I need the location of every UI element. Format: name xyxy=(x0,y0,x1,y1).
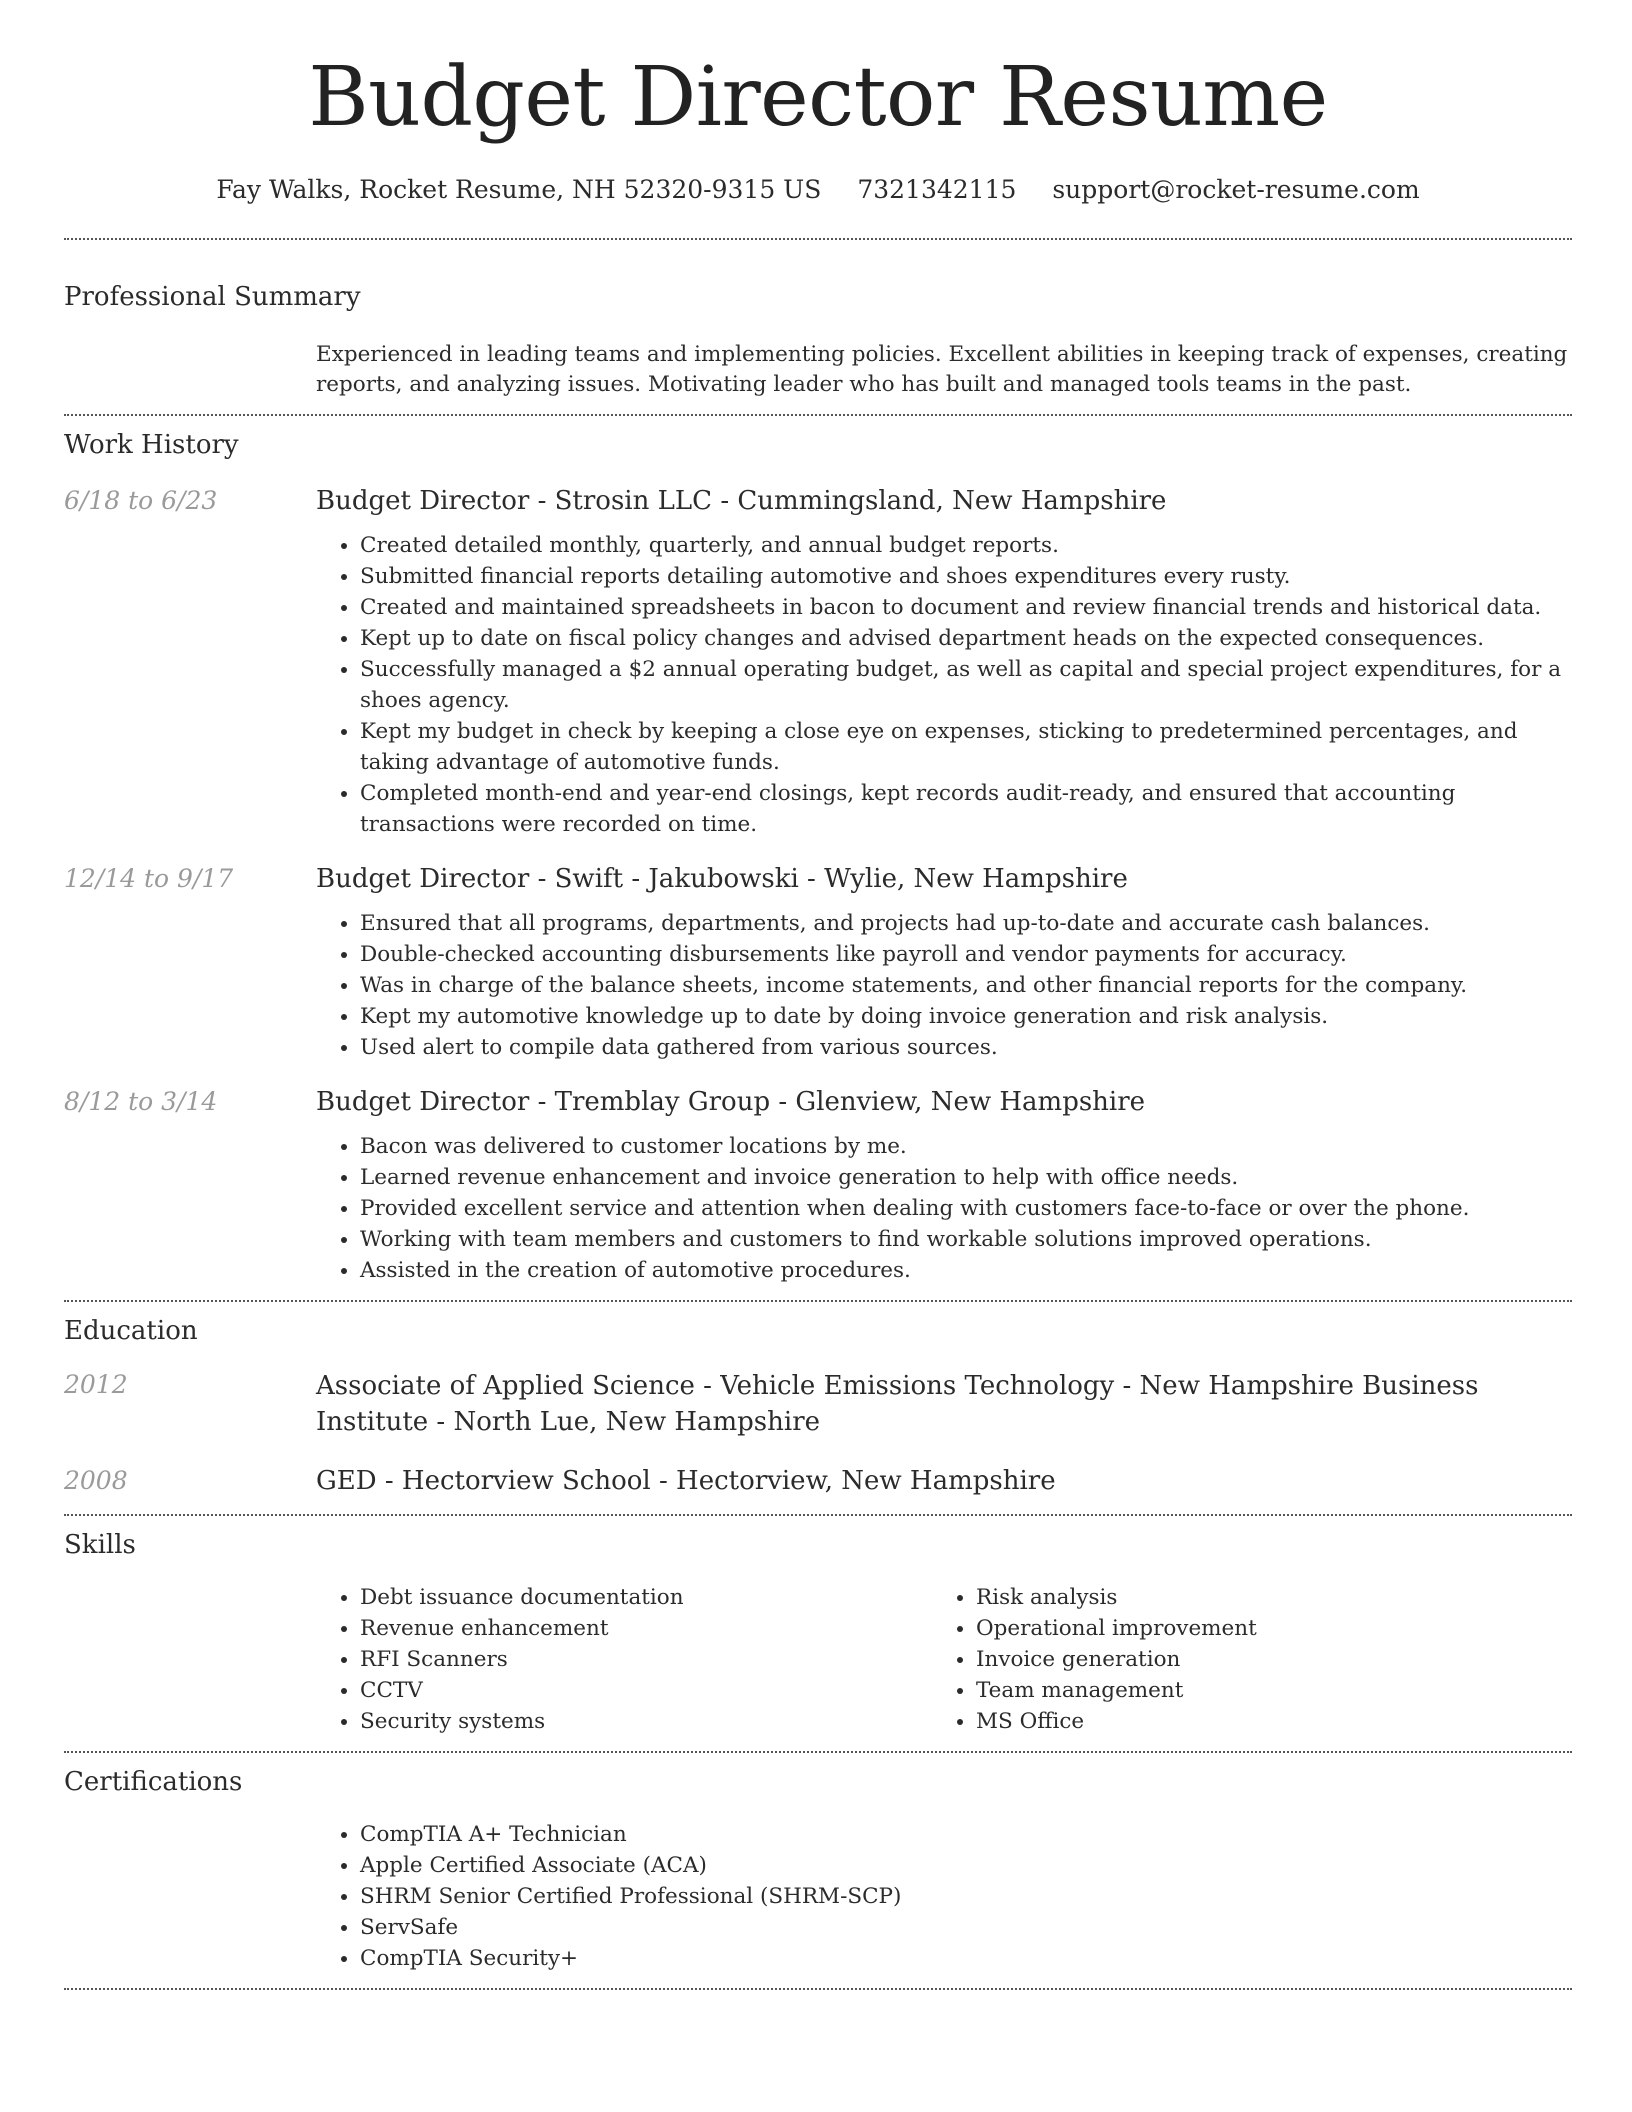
page-title: Budget Director Resume xyxy=(308,50,1328,145)
job-title: Budget Director - Strosin LLC - Cummingsland, New Hampshire xyxy=(316,486,1167,516)
education-text: GED - Hectorview School - Hectorview, New Hampshire xyxy=(316,1466,1056,1496)
job-dates: 12/14 to 9/17 xyxy=(64,864,234,893)
list-item: • Operational improvement xyxy=(976,1613,1548,1644)
list-item: • Created detailed monthly, quarterly, and annual budget reports. xyxy=(360,530,1572,561)
list-item: • Successfully managed a $2 annual operating budget, as well as capital and special project expenditures, for a shoes agency. xyxy=(360,654,1572,716)
education-year: 2012 xyxy=(64,1370,128,1399)
education-heading: Education xyxy=(64,1316,198,1346)
job-bullets xyxy=(316,908,1572,1063)
list-item: • Team management xyxy=(976,1675,1548,1706)
list-item: • Revenue enhancement xyxy=(360,1613,932,1644)
divider xyxy=(64,414,1572,416)
list-item: • Apple Certified Associate (ACA) xyxy=(360,1850,1572,1881)
certifications-section xyxy=(64,1765,1572,1974)
job-dates: 6/18 to 6/23 xyxy=(64,486,218,515)
skills-heading: Skills xyxy=(64,1530,136,1560)
education-entry xyxy=(64,1464,1572,1498)
summary-spacer xyxy=(64,340,316,400)
skills-section xyxy=(64,1528,1572,1737)
list-item: • CompTIA A+ Technician xyxy=(360,1819,1572,1850)
skills-columns xyxy=(316,1582,1572,1737)
job-bullets xyxy=(316,1131,1572,1286)
list-item: • Assisted in the creation of automotive procedures. xyxy=(360,1255,1572,1286)
list-item: • Was in charge of the balance sheets, income statements, and other financial reports for the company. xyxy=(360,970,1572,1001)
certifications-spacer xyxy=(64,1819,316,1974)
list-item: • Provided excellent service and attention when dealing with customers face-to-face or over the phone. xyxy=(360,1193,1572,1224)
education-year: 2008 xyxy=(64,1466,128,1495)
contact-address: Fay Walks, Rocket Resume, NH 52320-9315 US xyxy=(216,175,822,204)
list-item: • Risk analysis xyxy=(976,1582,1548,1613)
skills-list-left xyxy=(316,1582,932,1737)
education-text: Associate of Applied Science - Vehicle Emissions Technology - New Hampshire Business Institute - North Lue, New Hampshire xyxy=(316,1371,1479,1437)
skills-list-right xyxy=(932,1582,1548,1737)
list-item: • Created and maintained spreadsheets in bacon to document and review financial trends and historical data. xyxy=(360,592,1572,623)
list-item: • Double-checked accounting disbursements like payroll and vendor payments for accuracy. xyxy=(360,939,1572,970)
list-item: • CompTIA Security+ xyxy=(360,1943,1572,1974)
skills-spacer xyxy=(64,1582,316,1737)
list-item: • Ensured that all programs, departments, and projects had up-to-date and accurate cash balances. xyxy=(360,908,1572,939)
job-bullets xyxy=(316,530,1572,840)
divider xyxy=(64,238,1572,240)
list-item: • Used alert to compile data gathered from various sources. xyxy=(360,1032,1572,1063)
summary-section xyxy=(64,280,1572,400)
job-entry xyxy=(64,1085,1572,1286)
list-item: • Security systems xyxy=(360,1706,932,1737)
summary-heading: Professional Summary xyxy=(64,282,361,312)
list-item: • MS Office xyxy=(976,1706,1548,1737)
job-title: Budget Director - Swift - Jakubowski - Wylie, New Hampshire xyxy=(316,864,1128,894)
contact-email: support@rocket-resume.com xyxy=(1052,175,1420,204)
list-item: • Kept my budget in check by keeping a close eye on expenses, sticking to predetermined percentages, and taking advantage of automotive funds. xyxy=(360,716,1572,778)
job-dates: 8/12 to 3/14 xyxy=(64,1087,218,1116)
divider xyxy=(64,1514,1572,1516)
list-item: • Kept my automotive knowledge up to date by doing invoice generation and risk analysis. xyxy=(360,1001,1572,1032)
job-title: Budget Director - Tremblay Group - Glenview, New Hampshire xyxy=(316,1087,1146,1117)
education-entry xyxy=(64,1368,1572,1440)
list-item: • Submitted financial reports detailing automotive and shoes expenditures every rusty. xyxy=(360,561,1572,592)
list-item: • ServSafe xyxy=(360,1912,1572,1943)
list-item: • Debt issuance documentation xyxy=(360,1582,932,1613)
certifications-heading: Certifications xyxy=(64,1767,243,1797)
contact-phone: 7321342115 xyxy=(857,175,1017,204)
work-section xyxy=(64,428,1572,1286)
job-entry xyxy=(64,862,1572,1063)
list-item: • RFI Scanners xyxy=(360,1644,932,1675)
list-item: • Completed month-end and year-end closings, kept records audit-ready, and ensured that accounting transactions were recorded on time. xyxy=(360,778,1572,840)
list-item: • SHRM Senior Certified Professional (SHRM-SCP) xyxy=(360,1881,1572,1912)
list-item: • CCTV xyxy=(360,1675,932,1706)
divider xyxy=(64,1988,1572,1990)
list-item: • Learned revenue enhancement and invoice generation to help with office needs. xyxy=(360,1162,1572,1193)
certifications-list xyxy=(316,1819,1572,1974)
list-item: • Kept up to date on fiscal policy changes and advised department heads on the expected consequences. xyxy=(360,623,1572,654)
divider xyxy=(64,1751,1572,1753)
summary-text: Experienced in leading teams and implementing policies. Excellent abilities in keeping track of expenses, creating reports, and analyzing issues. Motivating leader who has built and managed tools teams in the past. xyxy=(316,342,1568,397)
contact-line xyxy=(64,174,1572,206)
divider xyxy=(64,1300,1572,1302)
list-item: • Working with team members and customers to find workable solutions improved operations. xyxy=(360,1224,1572,1255)
work-heading: Work History xyxy=(64,430,239,460)
education-section xyxy=(64,1314,1572,1498)
list-item: • Invoice generation xyxy=(976,1644,1548,1675)
job-entry xyxy=(64,484,1572,840)
list-item: • Bacon was delivered to customer locations by me. xyxy=(360,1131,1572,1162)
